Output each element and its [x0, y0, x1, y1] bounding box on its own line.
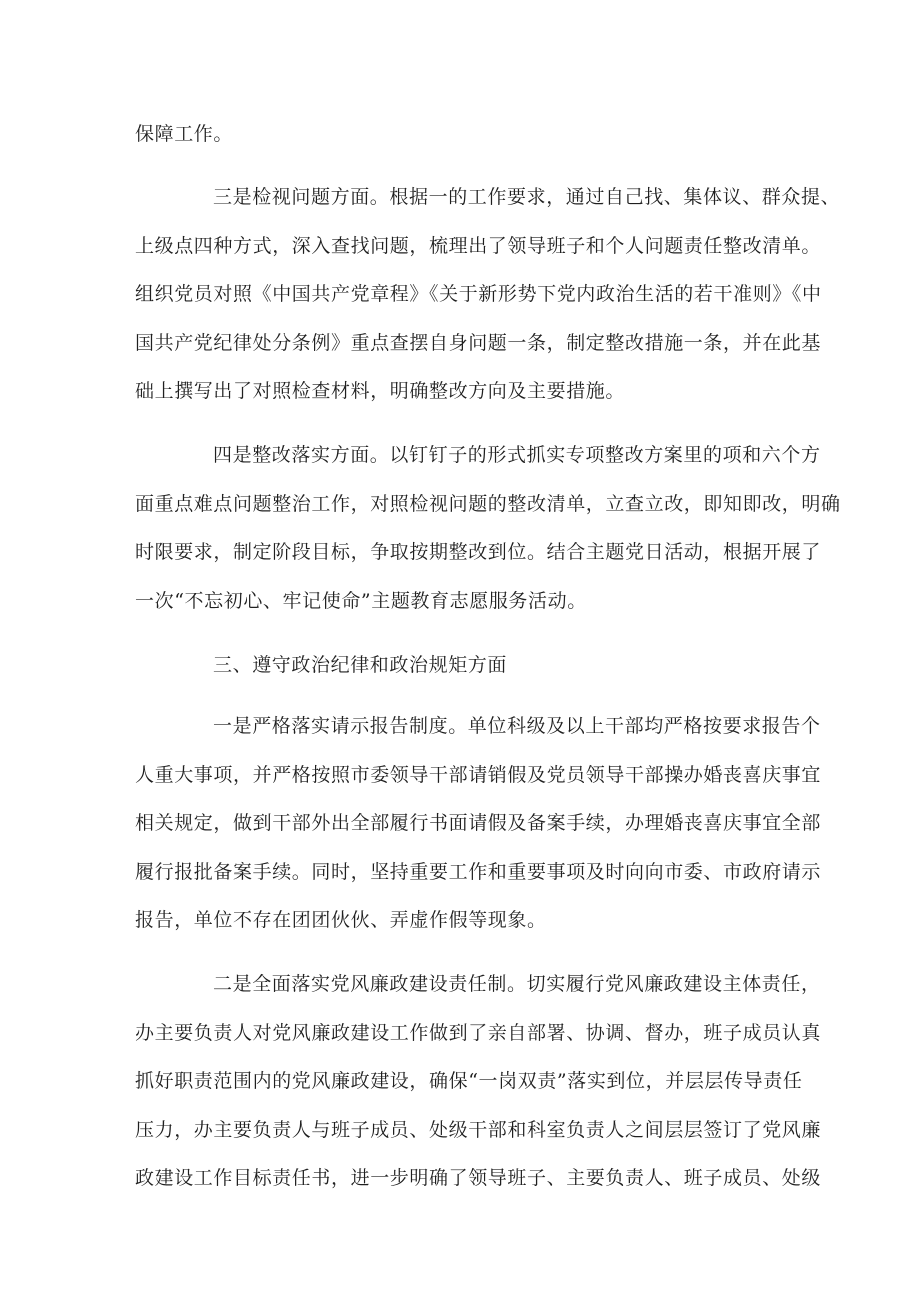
- text-line: 人重大事项，并严格按照市委领导干部请销假及党员领导干部操办婚丧喜庆事宜: [135, 764, 822, 786]
- text-line: 上级点四种方式，深入查找问题，梳理出了领导班子和个人问题责任整改清单。: [135, 235, 822, 257]
- text-line: 压力，办主要负责人与班子成员、处级干部和科室负责人之间层层签订了党风廉: [135, 1119, 822, 1141]
- text-line: 组织党员对照《中国共产党章程》《关于新形势下党内政治生活的若干准则》《中: [135, 283, 822, 305]
- text-line: 三是检视问题方面。根据一的工作要求，通过自己找、集体议、群众提、: [213, 186, 841, 208]
- text-line: 保障工作。: [135, 123, 234, 145]
- text-line: 面重点难点问题整治工作，对照检视问题的整改清单，立查立改，即知即改，明确: [135, 493, 841, 515]
- text-line: 政建设工作目标责任书，进一步明确了领导班子、主要负责人、班子成员、处级: [135, 1167, 822, 1189]
- text-line: 二是全面落实党风廉政建设责任制。切实履行党风廉政建设主体责任，: [213, 973, 821, 995]
- text-line: 一是严格落实请示报告制度。单位科级及以上干部均严格按要求报告个: [213, 715, 821, 737]
- text-line: 办主要负责人对党风廉政建设工作做到了亲自部署、协调、督办，班子成员认真: [135, 1022, 822, 1044]
- text-line: 国共产党纪律处分条例》重点查摆自身问题一条，制定整改措施一条，并在此基: [135, 332, 822, 354]
- text-line: 四是整改落实方面。以钉钉子的形式抓实专项整改方案里的项和六个方: [213, 444, 821, 466]
- text-line: 一次“不忘初心、牢记使命”主题教育志愿服务活动。: [135, 590, 587, 612]
- text-line: 履行报批备案手续。同时，坚持重要工作和重要事项及时向向市委、市政府请示: [135, 861, 822, 883]
- text-line: 报告，单位不存在团团伙伙、弄虚作假等现象。: [135, 909, 547, 931]
- text-line: 础上撰写出了对照检查材料，明确整改方向及主要措施。: [135, 380, 626, 402]
- text-line: 相关规定，做到干部外出全部履行书面请假及备案手续，办理婚丧喜庆事宜全部: [135, 812, 822, 834]
- text-line: 抓好职责范围内的党风廉政建设，确保“一岗双责”落实到位，并层层传导责任: [135, 1070, 803, 1092]
- section-heading: 三、遵守政治纪律和政治规矩方面: [213, 654, 508, 676]
- text-line: 时限要求，制定阶段目标，争取按期整改到位。结合主题党日活动，根据开展了: [135, 541, 822, 563]
